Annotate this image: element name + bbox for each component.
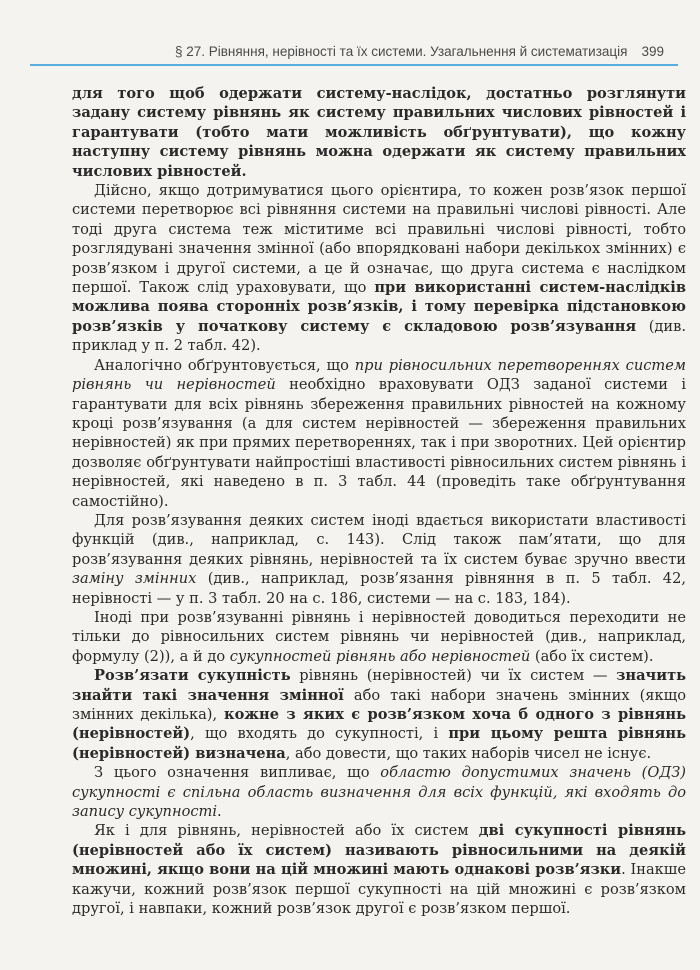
page-body: [72, 84, 686, 918]
header-rule: [30, 64, 678, 66]
paragraph: [72, 84, 686, 181]
text-run: необхідно враховувати ОДЗ заданої системи і гарантувати для всіх рівнянь збереження правильних рівностей на кожному кроці розв’язування (а для систем нерівностей — збереження правильних нерівностей) як при прямих перетвореннях, так і при зворотних. Цей орієнтир дозволяє обґрунтувати найпростіші властивості рівносильних систем рівнянь і нерівностей, які наведено в п. 3 табл. 44 (проведіть таке обґрунтування самостійно).: [72, 376, 686, 510]
paragraph: [72, 356, 686, 511]
text-run: З цього означення випливає, що: [94, 764, 381, 782]
text-run: Аналогічно обґрунтовується, що: [94, 356, 355, 374]
text-run: (або їх систем).: [530, 647, 654, 665]
italic-text: сукупностей рівнянь або нерівностей: [229, 647, 531, 665]
text-run: Іноді при розв’язуванні рівнянь і нерівностей доводиться переходити не тільки до рівносильних систем рівнянь чи нерівностей (див., наприклад, формулу (2)), а й до: [72, 608, 686, 665]
bold-text: Розв’язати сукупність: [94, 667, 291, 685]
bold-text: кожне з яких є розв’язком хоча б одного з рівнянь (нерівностей): [72, 706, 686, 743]
paragraph: [72, 181, 686, 356]
bold-text: для того щоб одержати систему-наслідок, достатньо розглянути задану систему рівнянь як систему правильних числових рівностей і гарантувати (тобто мати можливість обґрунтувати), що кожну наступну систему рівнянь можна одержати як систему правильних числових рівностей.: [72, 85, 686, 180]
running-head: [175, 44, 664, 59]
bold-text: при цьому решта рівнянь (нерівностей) визначена: [72, 725, 686, 762]
bold-text: дві сукупності рівнянь (нерівностей або їх систем) називають рівносильними на деякій множині, якщо вони на цій множині мають однакові розв’язки: [72, 822, 686, 879]
bold-text: значить знайти такі значення змінної: [72, 667, 687, 704]
paragraph: [72, 821, 686, 918]
paragraph: [72, 511, 686, 608]
paragraph: [72, 763, 686, 821]
text-run: . Інакше кажучи, кожний розв’язок першої сукупності на цій множині є розв’язком другої, і навпаки, кожний розв’язок другої є розв’язком першої.: [72, 861, 686, 918]
text-run: Як і для рівнянь, нерівностей або їх систем: [94, 822, 479, 840]
text-run: (див., наприклад, розв’язання рівняння в п. 5 табл. 42, нерівності — у п. 3 табл. 20 на с. 186, системи — на с. 183, 184).: [72, 570, 686, 607]
page-number: 399: [641, 44, 664, 59]
paragraph: [72, 608, 686, 666]
text-run: рівнянь (нерівностей) чи їх систем —: [290, 667, 617, 685]
italic-text: при рівносильних перетвореннях систем рівнянь чи нерівностей: [72, 356, 686, 394]
paragraph: [72, 666, 686, 763]
text-run: , що входять до сукупності, і: [190, 725, 449, 743]
text-run: Дійсно, якщо дотримуватися цього орієнтира, то кожен розв’язок першої системи перетворює всі рівняння системи на правильні числові рівності. Але тоді друга система теж міститиме всі правильні числові рівності, тобто розглядувані значення змінної (або впорядковані набори декількох змінних) є розв’язком і другої системи, а це й означає, що друга система є наслідком першої. Також слід ураховувати, що: [72, 182, 686, 297]
bold-text: при використанні систем-наслідків можлива поява сторонніх розв’язків, і тому перевірка підстановкою розв’язків у початкову систему є складовою розв’язування: [72, 279, 686, 335]
text-run: Для розв’язування деяких систем іноді вдається використати властивості функцій (див., наприклад, с. 143). Слід також пам’ятати, що для розв’язування деяких рівнянь, нерівностей та їх систем буває зручно ввести: [72, 511, 686, 568]
italic-text: заміну змінних: [72, 570, 197, 588]
text-run: .: [217, 803, 222, 821]
italic-text: областю допустимих значень (ОДЗ) сукупності є спільна область визначення для всіх функцій, які входять до запису сукупності: [72, 764, 686, 821]
text-run: (див. приклад у п. 2 табл. 42).: [72, 317, 687, 355]
section-title: § 27. Рівняння, нерівності та їх системи. Узагальнення й систематизація: [174, 44, 628, 59]
page-header: [0, 0, 700, 70]
text-run: або такі набори значень змінних (якщо змінних декілька),: [72, 686, 686, 723]
text-run: , або довести, що таких наборів чисел не існує.: [285, 744, 652, 762]
